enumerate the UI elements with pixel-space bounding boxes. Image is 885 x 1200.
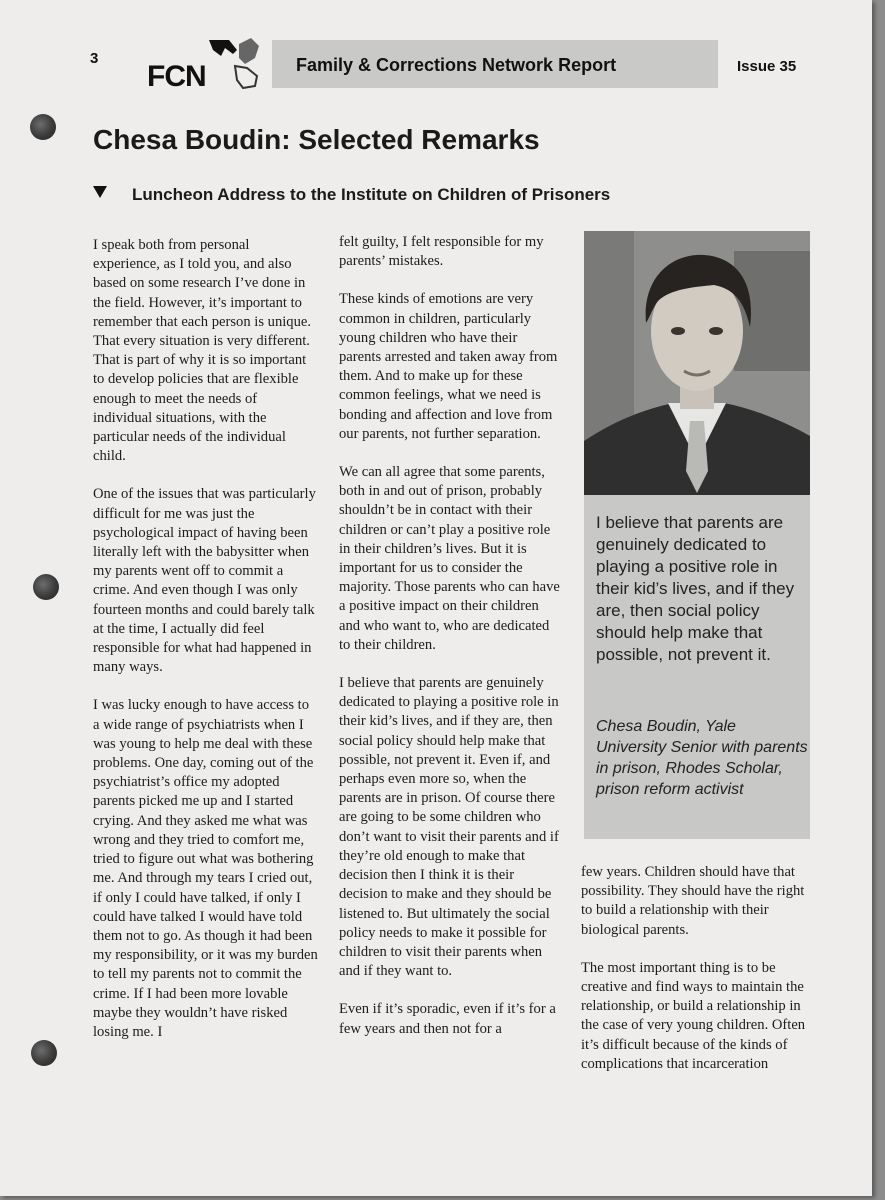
article-subtitle: Luncheon Address to the Institute on Children of Prisoners <box>132 185 611 204</box>
paragraph: I was lucky enough to have access to a wide range of psychiatrists when I was young to help me deal with these problems. One day, coming out of the psychiatrist’s office my adopted parents picked me up and I started crying. And they asked me what was wrong and they tried to comfort me, tried to figure out what was bothering me. And through my tears I cried out, if only I could have talked, if only I could have talked I would have told them not to go. As though it had been my responsibility, or it was my burden to tell my parents not to commit the crime. If I had been more lovable maybe they wouldn’t have risked losing me. I <box>93 697 318 1040</box>
text-column-1 <box>93 236 319 1061</box>
paragraph: few years. Children should have that possibility. They should have the right to build a relationship with their biological parents. <box>581 864 805 938</box>
article-title: Chesa Boudin: Selected Remarks <box>93 124 540 155</box>
newsletter-title: Family & Corrections Network Report <box>296 55 617 75</box>
paragraph: Even if it’s sporadic, even if it’s for a few years and then not for a <box>339 1001 556 1037</box>
paragraph: We can all agree that some parents, both in and out of prison, probably shouldn’t be in contact with their children or can’t play a positive role in their children’s lives. But it is important for us to consider the majority. Those parents who can have a positive impact on their children and who want to, who are dedicated to their children. <box>339 464 560 653</box>
binder-hole-bottom <box>31 1040 57 1066</box>
paragraph: The most important thing is to be creative and find ways to maintain the relationship, or build a relationship in the case of very young children. Often it’s difficult because of the kinds of complications that incarceration <box>581 959 806 1072</box>
page-number: 3 <box>90 50 99 67</box>
fcn-logo <box>147 36 267 92</box>
paragraph: I believe that parents are genuinely dedicated to playing a positive role in their kid’s lives, and if they are, then social policy should help make that possible, not prevent it. Even if, and perhaps even more so, when the parents are in prison. Of course there are going to be some children who don’t want to visit their parents and if they’re old enough to make that decision then I think it is their decision to make and they should be listened to. But ultimately the social policy needs to make it possible for children to visit their parents when and if they want to. <box>339 675 559 980</box>
text-column-3 <box>581 863 809 1093</box>
text-column-2 <box>339 233 563 1058</box>
binder-hole-top <box>30 114 56 140</box>
issue-number: Issue 35 <box>737 58 797 75</box>
portrait-photo <box>584 231 810 495</box>
paragraph: I speak both from personal experience, as I told you, and also based on some research I’ve done in the field. However, it’s important to remember that each person is unique. That every situation is very different. That is part of why it is so important to develop policies that are flexible enough to meet the needs of individual situations, with the particular needs of the individual child. <box>93 237 312 465</box>
quote-attribution: Chesa Boudin, Yale University Senior with parents in prison, Rhodes Scholar, prison reform activist <box>596 718 808 798</box>
binder-hole-middle <box>33 574 59 600</box>
triangle-bullet-icon <box>93 186 107 198</box>
paragraph: felt guilty, I felt responsible for my parents’ mistakes. <box>339 234 544 270</box>
paragraph: These kinds of emotions are very common in children, particularly young children who have their parents arrested and taken away from them. And to make up for these common feelings, what we need is bonding and affection and love from our parents, not further separation. <box>339 291 558 442</box>
portrait-illustration <box>584 231 810 495</box>
paragraph: One of the issues that was particularly difficult for me was just the psychological impact of having been literally left with the babysitter when my parents went off to commit a crime. And even though I was only fourteen months and could barely talk at the time, I actually did feel responsible for what had happened in many ways. <box>93 486 316 676</box>
pull-quote: I believe that parents are genuinely dedicated to playing a positive role in their kid’s lives, and if they are, then social policy should help make that possible, not prevent it. <box>596 513 795 664</box>
logo-text: FCN <box>147 60 206 93</box>
